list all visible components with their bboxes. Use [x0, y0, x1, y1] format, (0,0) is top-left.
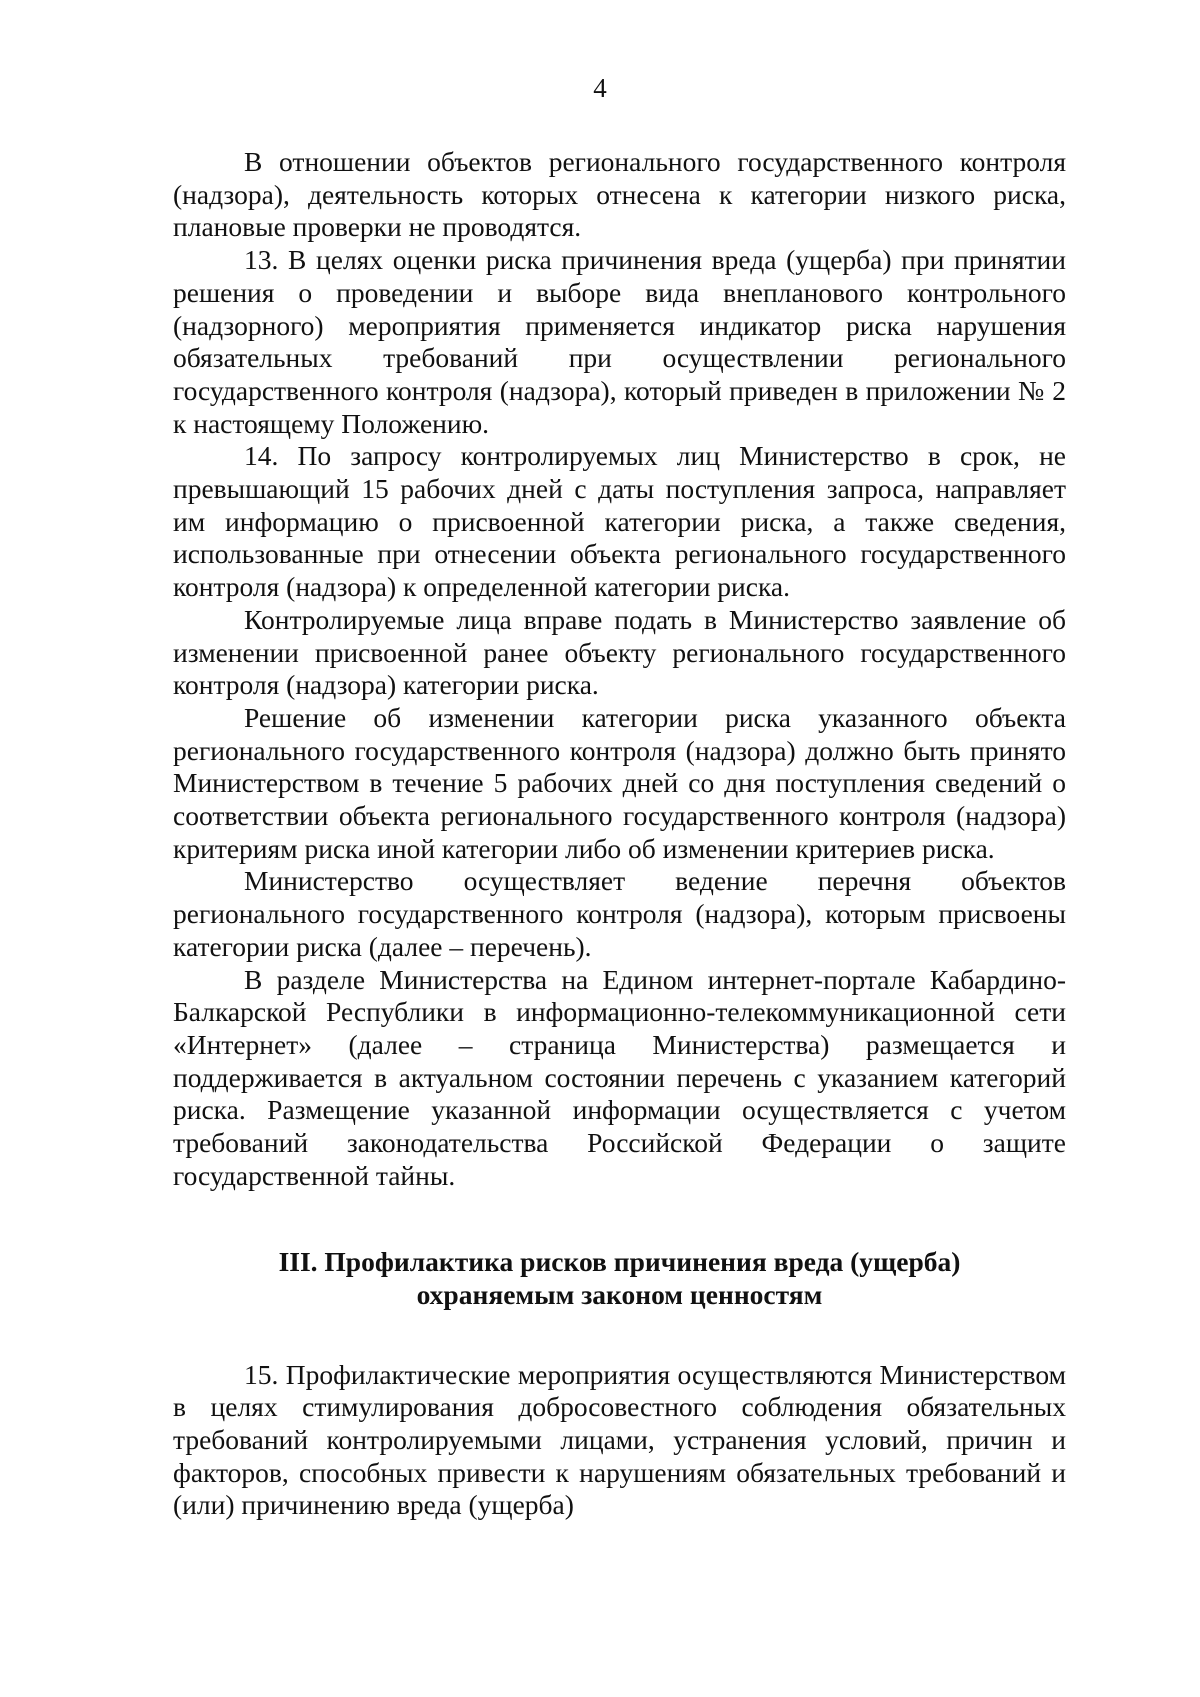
paragraph-13: 13. В целях оценки риска причинения вреда (ущерба) при принятии решения о проведении и выборе вида внепланового контрольного (надзорного) мероприятия применяется индикатор риска нарушения обязательных требований при осуществлении регионального государственного контроля (надзора), который приведен в приложении № 2 к настоящему Положению.	[173, 244, 1066, 439]
paragraph-15: 15. Профилактические мероприятия осуществляются Министерством в целях стимулирования добросовестного соблюдения обязательных требований контролируемыми лицами, устранения условий, причин и факторов, способных привести к нарушениям обязательных требований и (или) причинению вреда (ущерба)	[173, 1358, 1066, 1521]
paragraph-decision: Решение об изменении категории риска указанного объекта регионального государственного контроля (надзора) должно быть принято Министерством в течение 5 рабочих дней со дня поступления сведений о соответствии объекта регионального государственного контроля (надзора) критериям риска иной категории либо об изменении критериев риска.	[173, 701, 1066, 864]
paragraph-list-maintenance: Министерство осуществляет ведение перечня объектов регионального государственного контроля (надзора), которым присвоены категории риска (далее – перечень).	[173, 865, 1066, 962]
paragraph-publication: В разделе Министерства на Едином интернет-портале Кабардино-Балкарской Республики в информационно-телекоммуникационной сети «Интернет» (далее – страница Министерства) размещается и поддерживается в актуальном состоянии перечень с указанием категорий риска. Размещение указанной информации осуществляется с учетом требований законодательства Российской Федерации о защите государственной тайны.	[173, 963, 1066, 1191]
section-heading	[173, 1245, 1066, 1311]
paragraph-change-request: Контролируемые лица вправе подать в Министерство заявление об изменении присвоенной ранее объекту регионального государственного контроля (надзора) категории риска.	[173, 603, 1066, 701]
page-number: 4	[593, 73, 607, 103]
document-body	[173, 146, 1066, 1522]
section-heading-line-1: III. Профилактика рисков причинения вреда (ущерба)	[278, 1245, 961, 1277]
paragraph-14: 14. По запросу контролируемых лиц Министерство в срок, не превышающий 15 рабочих дней с даты поступления запроса, направляет им информацию о присвоенной категории риска, а также сведения, использованные при отнесении объекта регионального государственного контроля (надзора) к определенной категории риска.	[173, 440, 1066, 603]
section-heading-line-2: охраняемым законом ценностям	[416, 1278, 823, 1310]
paragraph-low-risk: В отношении объектов регионального государственного контроля (надзора), деятельность которых отнесена к категории низкого риска, плановые проверки не проводятся.	[173, 146, 1066, 243]
